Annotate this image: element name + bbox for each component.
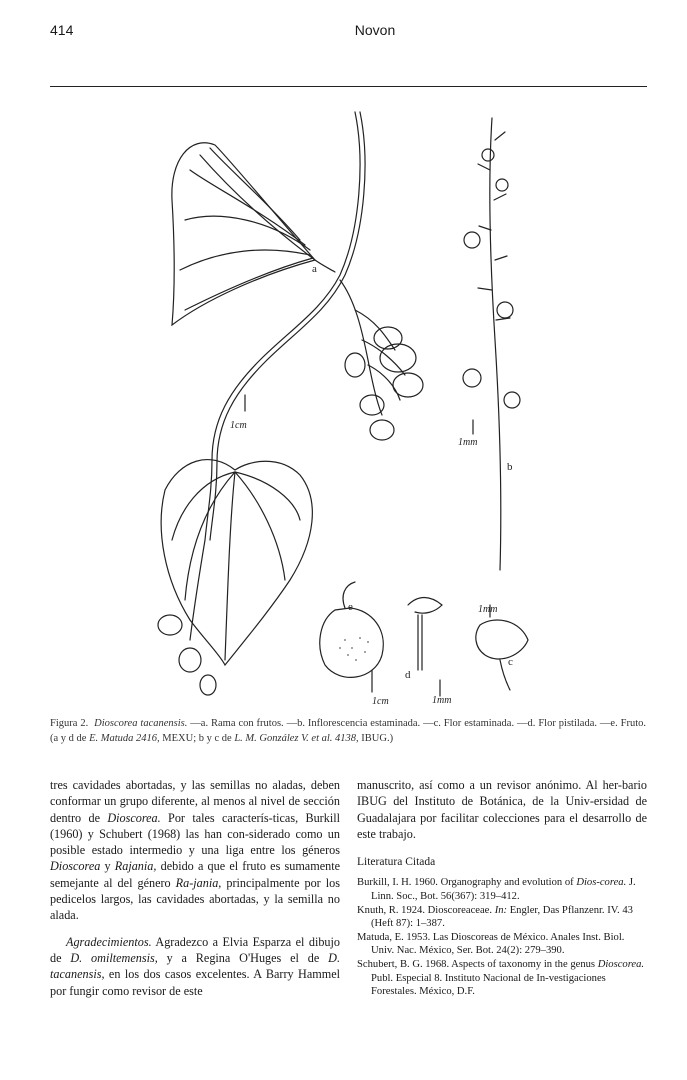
reference-list xyxy=(357,876,647,998)
paragraph-continuation: tres cavidades abortadas, y las semillas no aladas, deben conformar un grupo diferente, al menos al nivel de sección dentro de Dioscorea. Por tales caracterís-ticas, Burkill (1960) y Schubert (1968) las han con-siderado como un posible estado intermedio y una liga entre los géneros Dioscorea y Rajania, debido a que el fruto es sumamente semejante al del género Ra-jania, principalmente por los pedicelos largos, las cavidades abortadas, y la semilla no alada. xyxy=(50,778,340,923)
label-b: b xyxy=(507,461,513,473)
scale-label-a: 1cm xyxy=(230,420,247,431)
scale-label-e: 1cm xyxy=(372,696,389,707)
botanical-illustration xyxy=(150,100,550,710)
label-d: d xyxy=(405,669,411,681)
left-column xyxy=(50,777,340,999)
label-a: a xyxy=(312,263,317,275)
staminate-flower-c xyxy=(476,620,528,659)
right-column xyxy=(357,777,647,999)
scale-label-c: 1mm xyxy=(478,604,498,615)
reference-item: Matuda, E. 1953. Las Dioscoreas de México. Anales Inst. Biol. Univ. Nac. México, Ser. Bot. 24(2): 279–390. xyxy=(357,931,625,957)
figure-caption xyxy=(50,716,646,746)
caption-part3: IBUG.) xyxy=(358,733,394,744)
caption-part2: MEXU; b y c de xyxy=(159,733,235,744)
reference-item: Schubert, B. G. 1968. Aspects of taxonomy in the genus Dioscorea. Publ. Especial 8. Instituto Nacional de In-vestigaciones Forestales. México, D.F. xyxy=(357,959,645,998)
caption-collector2: L. M. González V. et al. 4138, xyxy=(234,733,359,744)
literature-heading: Literatura Citada xyxy=(357,856,436,869)
label-c: c xyxy=(508,656,513,668)
pistillate-flower-d xyxy=(408,598,442,614)
staminate-inflorescence xyxy=(490,118,501,570)
label-e: e xyxy=(348,601,353,613)
acknowledgements-continuation: manuscrito, así como a un revisor anónimo. Al her-bario IBUG del Instituto de Botánica, de la Univ-ersidad de Guadalajara por facilitar colecciones para el desarrollo de este trabajo. xyxy=(357,778,647,841)
running-head xyxy=(0,22,687,42)
reference-item: Burkill, I. H. 1960. Organography and evolution of Dios-corea. J. Linn. Soc., Bot. 56(367): 319–412. xyxy=(357,877,636,903)
illustration-drawing xyxy=(150,100,550,710)
main-stem xyxy=(205,112,360,540)
caption-species: Dioscorea tacanensis. xyxy=(94,718,188,729)
page-number: 414 xyxy=(50,22,74,38)
journal-name: Novon xyxy=(354,22,396,38)
fruit-detail-e xyxy=(320,608,383,677)
scale-label-d: 1mm xyxy=(432,695,452,706)
reference-item: Knuth, R. 1924. Dioscoreaceae. In: Engler, Das Pflanzenr. IV. 43 (Heft 87): 1–387. xyxy=(357,904,633,930)
caption-prefix: Figura 2. xyxy=(50,718,89,729)
caption-collector1: E. Matuda 2416, xyxy=(89,733,160,744)
header-rule xyxy=(50,86,647,87)
acknowledgements-paragraph: Agradecimientos. Agradezco a Elvia Esparza el dibujo de D. omiltemensis, y a Regina O'Huges el de D. tacanensis, en los dos casos excelentes. A Barry Hammel por fungir como revisor de este xyxy=(50,934,340,998)
caption-part1: —a. Rama con frutos. —b. Inflorescencia estaminada. —c. Flor estaminada. —d. Flor pistilada. —e. Fruto. (a y d de xyxy=(50,718,647,744)
upper-leaf xyxy=(172,143,315,325)
lower-leaf xyxy=(161,460,312,665)
scale-label-b: 1mm xyxy=(458,437,478,448)
